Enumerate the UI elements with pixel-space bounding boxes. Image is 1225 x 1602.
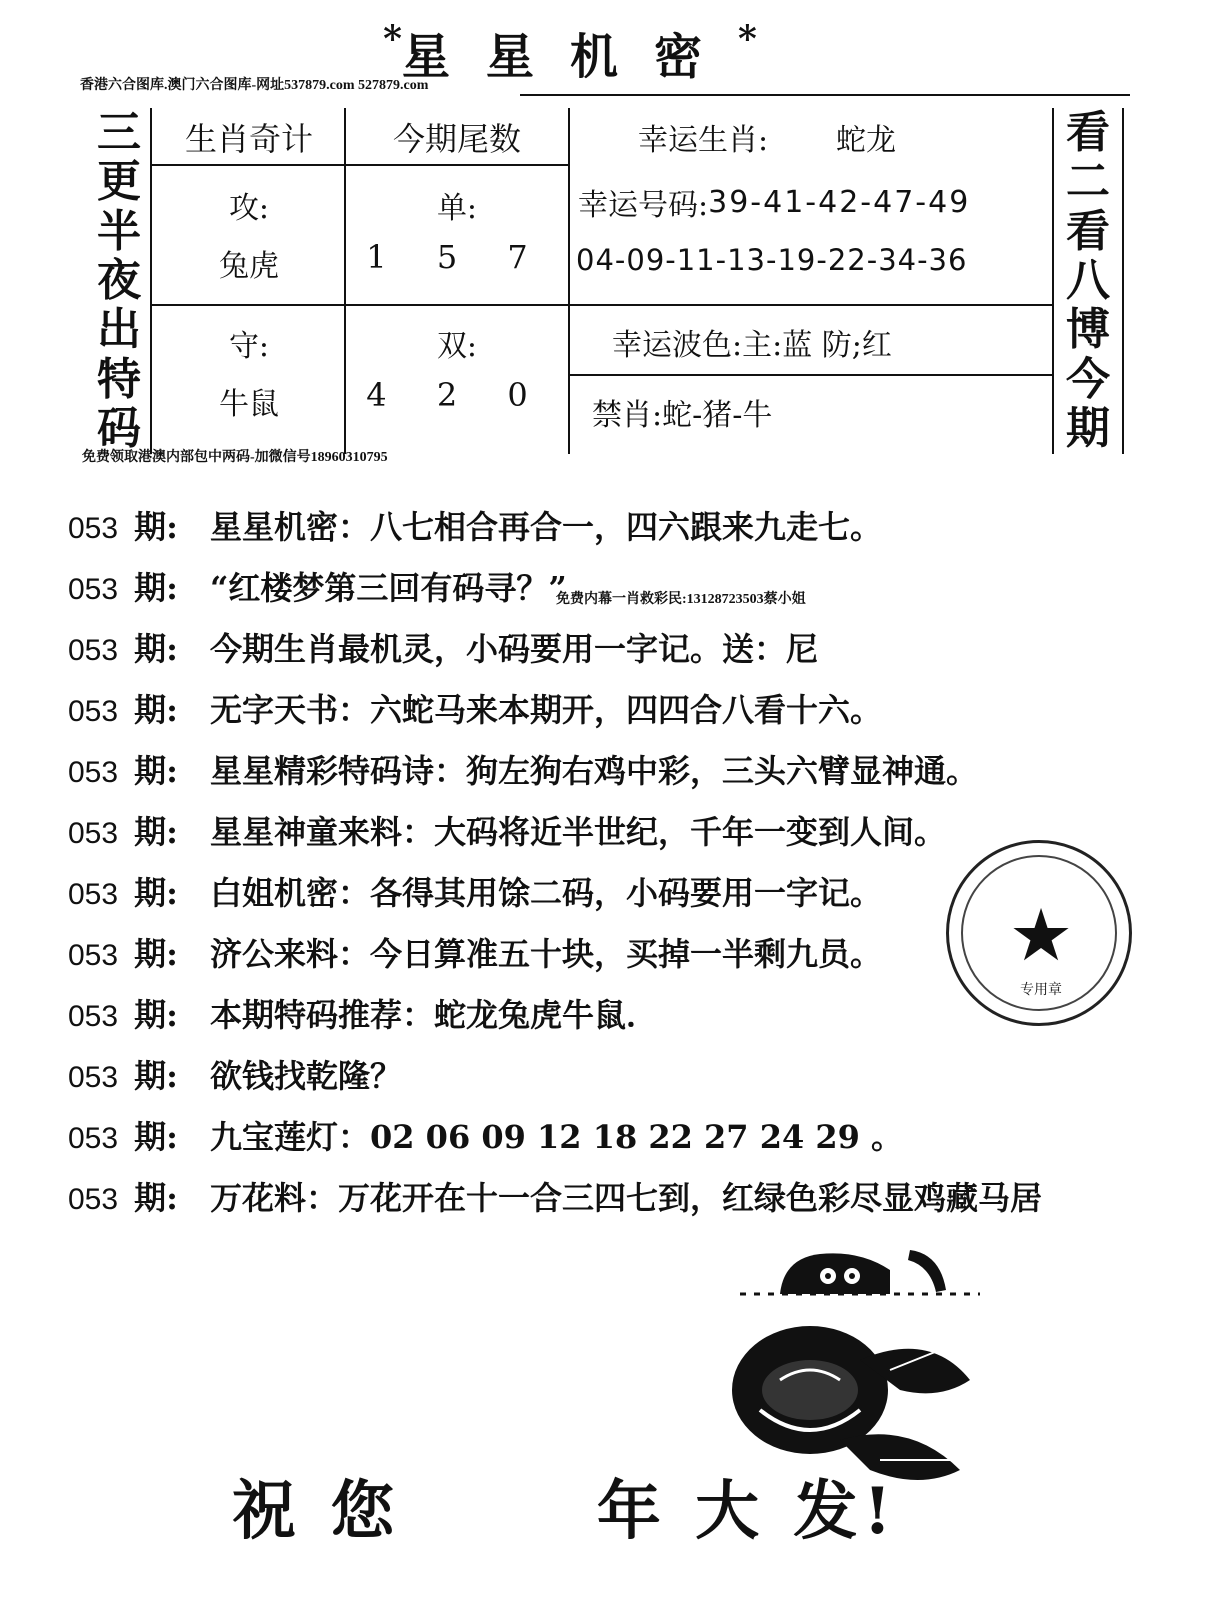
vertical-char: 三 xyxy=(97,106,141,158)
seal-text: 专用章 xyxy=(1020,982,1062,998)
banned-zodiacs: 禁肖:蛇-猪-牛 xyxy=(592,398,773,433)
issue-code: 053 xyxy=(68,816,119,850)
lucky-numbers-row xyxy=(578,178,1048,226)
title-star-right: * xyxy=(738,18,757,60)
attack-value: 兔虎 xyxy=(219,249,279,284)
issue-label: 期: xyxy=(134,629,178,668)
issue-number xyxy=(68,1112,204,1158)
entry-text: 万花料：万花开在十一合三四七到，红绿色彩尽显鸡藏马居 xyxy=(210,1178,1043,1217)
entry-text: “红楼梦第三回有码寻？” xyxy=(210,568,567,607)
double-label: 双: xyxy=(436,329,478,364)
issue-label: 期: xyxy=(134,690,178,729)
vertical-char: 特 xyxy=(97,353,141,405)
issue-code: 053 xyxy=(68,572,119,606)
issue-code: 053 xyxy=(68,755,119,789)
issue-number xyxy=(68,502,204,548)
lucky-numbers-line1: 39-41-42-47-49 xyxy=(708,184,971,220)
divider xyxy=(152,304,568,306)
inline-ad: 免费内幕一肖救彩民:13128723503蔡小姐 xyxy=(556,592,806,607)
entry-text: 星星机密：八七相合再合一，四六跟来九走七。 xyxy=(210,507,883,546)
issue-label: 期: xyxy=(134,1056,178,1095)
issue-number xyxy=(68,868,204,914)
col-header-tail-digits: 今期尾数 xyxy=(392,120,521,158)
issue-number xyxy=(68,929,204,975)
issue-code: 053 xyxy=(68,1060,119,1094)
attack-label: 攻: xyxy=(228,191,270,226)
greeting-part2: 年 大 发! xyxy=(596,1474,898,1549)
entry-row xyxy=(68,1043,1188,1104)
divider xyxy=(568,304,1052,306)
entry-row xyxy=(68,1165,1188,1226)
lucky-zodiac-value: 蛇龙 xyxy=(836,123,896,158)
vertical-char: 二 xyxy=(1066,156,1110,208)
entry-text: 济公来料：今日算准五十块，买掉一半剩九员。 xyxy=(210,934,883,973)
vertical-char: 半 xyxy=(97,205,141,257)
issue-code: 053 xyxy=(68,938,119,972)
cartoon-figure-image xyxy=(740,1240,980,1304)
defend-label: 守: xyxy=(228,329,270,364)
issue-label: 期: xyxy=(134,934,178,973)
issue-code: 053 xyxy=(68,511,119,545)
vertical-char: 今 xyxy=(1066,353,1110,405)
issue-number xyxy=(68,624,204,670)
vertical-char: 夜 xyxy=(97,254,141,306)
divider xyxy=(152,164,568,166)
source-sites: 香港六合图库.澳门六合图库-网址537879.com 527879.com xyxy=(80,78,429,93)
issue-label: 期: xyxy=(134,812,178,851)
vertical-char: 码 xyxy=(97,403,141,455)
entry-row xyxy=(68,738,1188,799)
title-star-left: * xyxy=(383,18,402,60)
issue-label: 期: xyxy=(134,507,178,546)
lucky-numbers-line2: 04-09-11-13-19-22-34-36 xyxy=(576,243,968,277)
double-digits: 4 2 0 xyxy=(366,376,548,414)
issue-number xyxy=(68,1051,204,1097)
title-text: 星星机密 xyxy=(401,29,738,85)
issue-number xyxy=(68,990,204,1036)
greeting xyxy=(232,1460,898,1552)
issue-code: 053 xyxy=(68,1182,119,1216)
single-digits: 1 5 7 xyxy=(366,238,548,276)
seal-stamp xyxy=(946,840,1132,1026)
issue-label: 期: xyxy=(134,568,178,607)
divider xyxy=(568,374,1052,376)
issue-code: 053 xyxy=(68,633,119,667)
star-icon: ★ xyxy=(1008,893,1074,977)
single-label: 单: xyxy=(436,191,478,226)
issue-code: 053 xyxy=(68,1121,119,1155)
vertical-char: 看 xyxy=(1066,205,1110,257)
entry-row xyxy=(68,494,1188,555)
vertical-char: 出 xyxy=(97,304,141,356)
entry-text: 本期特码推荐：蛇龙兔虎牛鼠． xyxy=(210,995,659,1034)
entry-text: 今期生肖最机灵，小码要用一字记。送：尼 xyxy=(210,629,819,668)
issue-code: 053 xyxy=(68,877,119,911)
vertical-char: 博 xyxy=(1066,304,1110,356)
issue-number xyxy=(68,807,204,853)
lucky-numbers-label: 幸运号码: xyxy=(578,188,709,223)
entry-text: 九宝莲灯：02 06 09 12 18 22 27 24 29 。 xyxy=(210,1117,904,1156)
entry-text: 星星精彩特码诗：狗左狗右鸡中彩，三头六臂显神通。 xyxy=(210,751,979,790)
issue-label: 期: xyxy=(134,751,178,790)
issue-code: 053 xyxy=(68,694,119,728)
seal-inner-ring xyxy=(961,855,1117,1011)
issue-label: 期: xyxy=(134,1178,178,1217)
info-table xyxy=(82,108,1122,454)
lucky-zodiac-label: 幸运生肖: xyxy=(638,123,769,158)
entry-text: 无字天书：六蛇马来本期开，四四合八看十六。 xyxy=(210,690,883,729)
issue-number xyxy=(68,685,204,731)
issue-number xyxy=(68,1173,204,1219)
entry-text: 欲钱找乾隆？ xyxy=(210,1056,403,1095)
lucky-color: 幸运波色:主:蓝 防;红 xyxy=(612,328,892,363)
left-vertical-slogan xyxy=(88,108,152,454)
col-header-zodiac-plan: 生肖奇计 xyxy=(184,120,313,158)
vertical-char: 八 xyxy=(1066,254,1110,306)
entry-text: 白姐机密：各得其用馀二码，小码要用一字记。 xyxy=(210,873,883,912)
issue-label: 期: xyxy=(134,873,178,912)
issue-label: 期: xyxy=(134,995,178,1034)
entry-row xyxy=(68,677,1188,738)
entry-row xyxy=(68,1104,1188,1165)
issue-number xyxy=(68,563,204,609)
entry-row xyxy=(68,616,1188,677)
right-vertical-slogan xyxy=(1052,108,1124,454)
issue-label: 期: xyxy=(134,1117,178,1156)
entry-text: 星星神童来料：大码将近半世纪，千年一变到人间。 xyxy=(210,812,947,851)
defend-value: 牛鼠 xyxy=(219,387,279,422)
divider xyxy=(568,108,570,454)
issue-code: 053 xyxy=(68,999,119,1033)
footnote-contact: 免费领取港澳内部包中两码-加微信号18960310795 xyxy=(82,450,388,465)
vertical-char: 更 xyxy=(97,156,141,208)
issue-number xyxy=(68,746,204,792)
greeting-part1: 祝 您 xyxy=(232,1474,401,1549)
title-underline xyxy=(520,94,1130,96)
vertical-char: 看 xyxy=(1066,106,1110,158)
vertical-char: 期 xyxy=(1066,403,1110,455)
